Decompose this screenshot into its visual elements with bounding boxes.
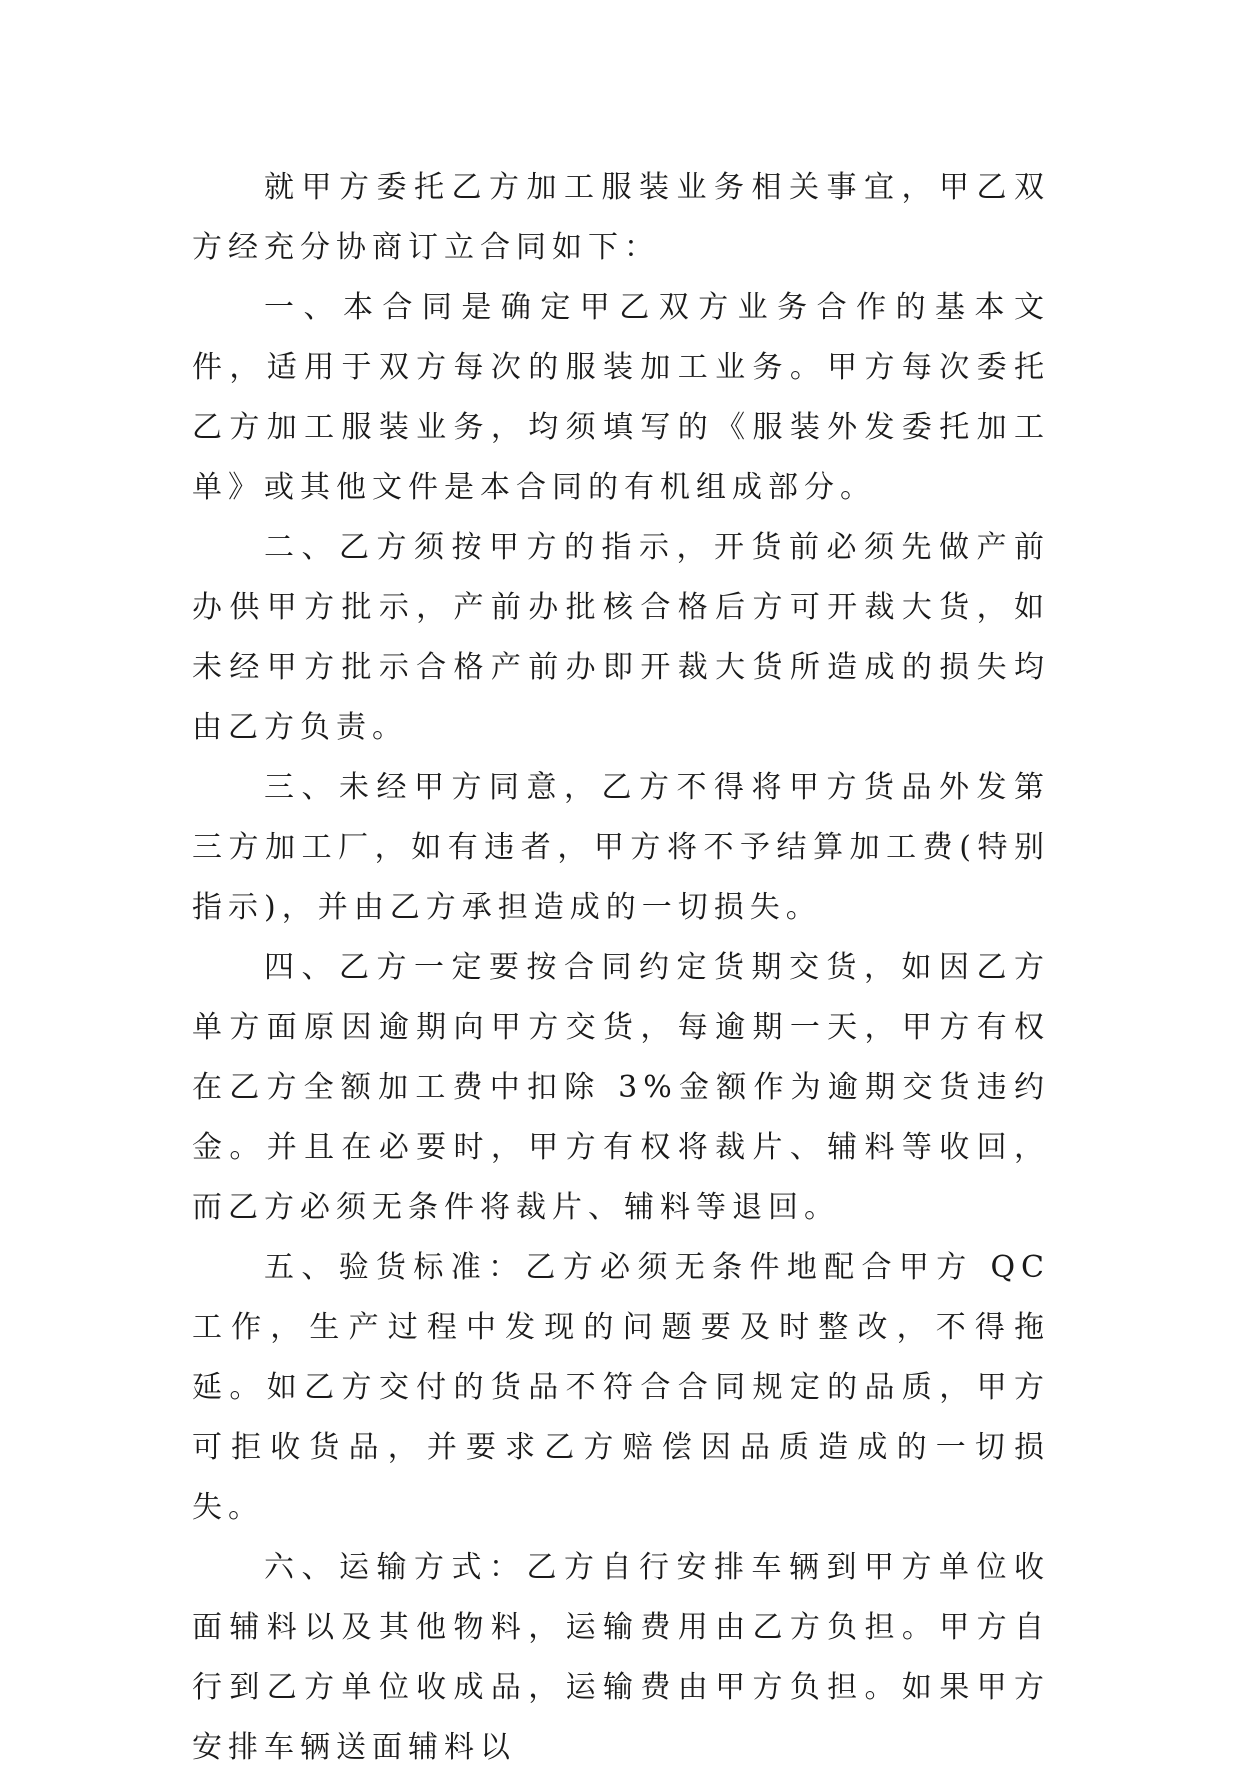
paragraph-clause-3: 三、未经甲方同意，乙方不得将甲方货品外发第三方加工厂，如有违者，甲方将不予结算加工费(特别指示)，并由乙方承担造成的一切损失。: [192, 770, 1050, 925]
paragraph-clause-5: 五、验货标准：乙方必须无条件地配合甲方 QC 工作，生产过程中发现的问题要及时整改，不得拖延。如乙方交付的货品不符合合同规定的品质，甲方可拒收货品，并要求乙方赔偿因品质造成的一切损失。: [192, 1250, 1050, 1525]
paragraph-clause-1: 一、本合同是确定甲乙双方业务合作的基本文件，适用于双方每次的服装加工业务。甲方每次委托乙方加工服装业务，均须填写的《服装外发委托加工单》或其他文件是本合同的有机组成部分。: [192, 290, 1050, 505]
document-body: [192, 158, 1050, 1778]
paragraph-intro: 就甲方委托乙方加工服装业务相关事宜，甲乙双方经充分协商订立合同如下：: [192, 170, 1050, 265]
paragraph-clause-6: 六、运输方式：乙方自行安排车辆到甲方单位收面辅料以及其他物料，运输费用由乙方负担。甲方自行到乙方单位收成品，运输费由甲方负担。如果甲方安排车辆送面辅料以: [192, 1550, 1050, 1765]
paragraph-clause-4: 四、乙方一定要按合同约定货期交货，如因乙方单方面原因逾期向甲方交货，每逾期一天，甲方有权在乙方全额加工费中扣除 3%金额作为逾期交货违约金。并且在必要时，甲方有权将裁片、辅料等收回，而乙方必须无条件将裁片、辅料等退回。: [192, 950, 1050, 1225]
paragraph-clause-2: 二、乙方须按甲方的指示，开货前必须先做产前办供甲方批示，产前办批核合格后方可开裁大货，如未经甲方批示合格产前办即开裁大货所造成的损失均由乙方负责。: [192, 530, 1050, 745]
